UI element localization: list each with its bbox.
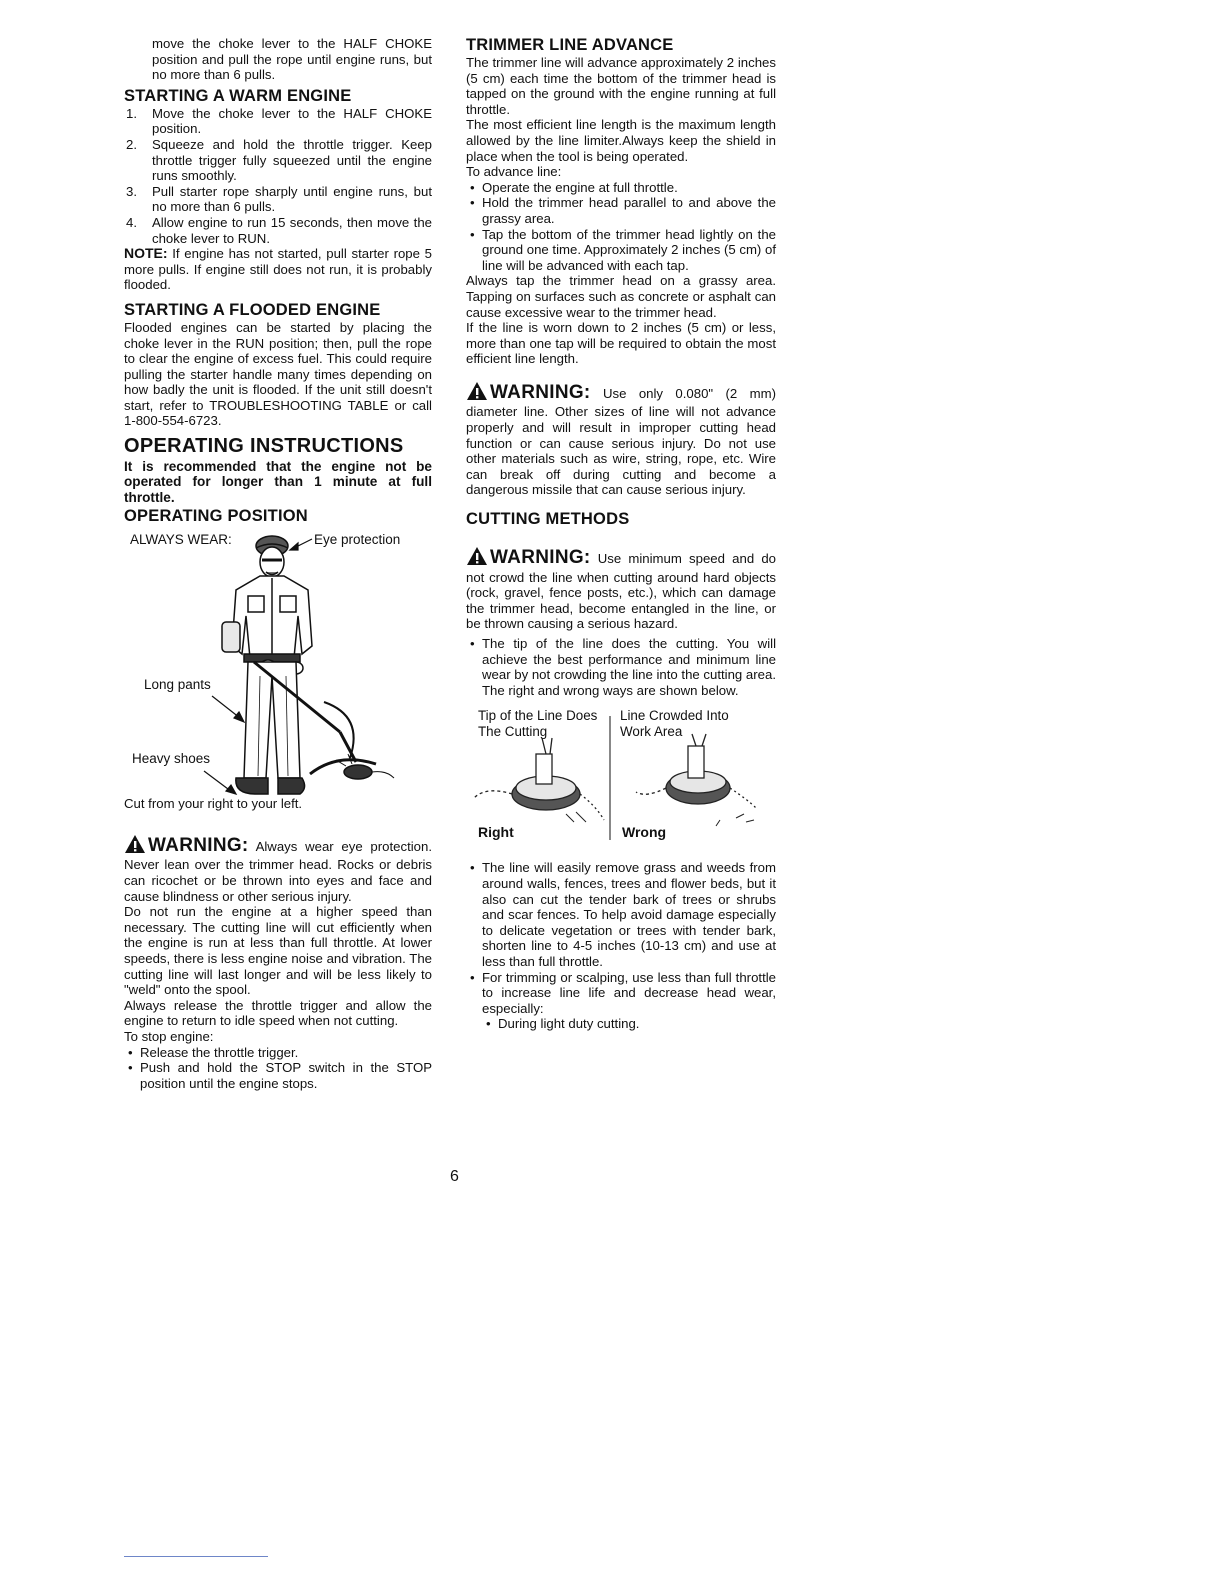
note-paragraph: NOTE: If engine has not started, pull starter rope 5 more pulls. If engine still does not run, it is probably flooded.: [124, 245, 432, 293]
sub-bullet: • During light duty cutting.: [482, 1016, 776, 1032]
advance-intro: To advance line:: [466, 164, 562, 180]
advance-step: • Tap the bottom of the trimmer head lightly on the ground one time. Approximately 2 inches (5 cm) of line will be advanced with each tap.: [466, 227, 776, 274]
warning-label: WARNING:: [148, 834, 249, 856]
advance-paragraph-1: The trimmer line will advance approximately 2 inches (5 cm) each time the bottom of the trimmer head is tapped on the ground with the engine running at full throttle.: [466, 55, 776, 117]
cutting-tip-bullet: • The line will easily remove grass and weeds from around walls, fences, trees and flower beds, but it also can cut the tender bark of trees or shrubs and scar fences. To help avoid damage especially to delicate vegetation or trees with tender bark, shorten line to 4-5 inches (10-13 cm) and use at less than full throttle.: [466, 860, 776, 969]
right-wrong-figure: [466, 708, 776, 848]
tip-cutting-list: [466, 636, 776, 698]
release-throttle-text: Always release the throttle trigger and allow the engine to return to idle speed when not cutting.: [124, 997, 432, 1029]
right-caption: Tip of the Line Does The Cutting: [478, 708, 598, 739]
eye-protection-warning: WARNING: Always wear eye protection. Never lean over the trimmer head. Rocks or debris can ricochet or be thrown into eyes and face and cause blindness or other serious injury.: [124, 834, 432, 904]
operating-instructions-heading: OPERATING INSTRUCTIONS: [124, 435, 404, 458]
cutting-tips-list: [466, 860, 776, 1016]
advance-paragraph-3: Always tap the trimmer head on a grassy area. Tapping on surfaces such as concrete or asphalt can cause excessive wear to the trimmer head.: [466, 273, 776, 320]
note-label: NOTE:: [124, 245, 168, 262]
wrong-label: Wrong: [622, 824, 667, 841]
cutting-tip-bullet: • For trimming or scalping, use less than full throttle to increase line life and decrease head wear, especially:: [466, 970, 776, 1017]
always-wear-label: ALWAYS WEAR:: [130, 532, 232, 548]
warm-step-3: 3. Pull starter rope sharply until engine runs, but no more than 6 pulls.: [126, 183, 432, 215]
flooded-engine-heading: STARTING A FLOODED ENGINE: [124, 300, 381, 319]
warm-step-2: 2. Squeeze and hold the throttle trigger. Keep throttle trigger fully squeezed until the engine runs smoothly.: [126, 136, 432, 184]
warning-triangle-icon: [466, 381, 488, 405]
advance-steps: [466, 180, 776, 274]
long-pants-label: Long pants: [144, 677, 211, 693]
minimum-speed-warning: WARNING: Use minimum speed and do not crowd the line when cutting around hard objects (rock, gravel, fence posts, etc.), which can damage the trimmer head, become entangled in the line, or be thrown causing a serious hazard.: [466, 547, 776, 632]
warm-engine-steps: [124, 106, 432, 246]
eye-protection-label: Eye protection: [314, 532, 401, 548]
line-size-warning: WARNING: Use only 0.080" (2 mm) diameter line. Other sizes of line will not advance properly and will result in improper cutting head function or can cause serious injury. Do not use other materials such as wire, string, rope, etc. Wire can break off during cutting and become a dangerous missile that can cause serious injury.: [466, 381, 776, 498]
flooded-engine-text: Flooded engines can be started by placing the choke lever in the RUN position; then, pull the rope to clear the engine of excess fuel. This could require pulling the starter handle many times depending on how badly the unit is flooded. If the unit still doesn't start, refer to TROUBLESHOOTING TABLE or call 1-800-554-6723.: [124, 319, 432, 429]
advance-step: • Operate the engine at full throttle.: [466, 180, 776, 196]
heavy-shoes-label: Heavy shoes: [132, 751, 211, 767]
cut-direction-caption: Cut from your right to your left.: [124, 796, 303, 812]
cutting-methods-heading: CUTTING METHODS: [466, 510, 630, 529]
page-number: 6: [450, 1168, 459, 1185]
warm-step-1: 1. Move the choke lever to the HALF CHOKE position.: [126, 105, 432, 137]
warning-triangle-icon: [466, 546, 488, 570]
warning-triangle-icon: [124, 834, 146, 858]
stop-engine-steps: [124, 1045, 432, 1092]
trimmer-line-advance-heading: TRIMMER LINE ADVANCE: [466, 36, 674, 54]
warm-engine-heading: STARTING A WARM ENGINE: [124, 86, 352, 105]
operating-position-figure: [124, 526, 432, 796]
footer-rule: [124, 1556, 268, 1557]
warm-step-4: 4. Allow engine to run 15 seconds, then move the choke lever to RUN.: [126, 214, 432, 246]
tip-cutting-bullet: • The tip of the line does the cutting. You will achieve the best performance and minimum line wear by not crowding the line into the cutting area. The right and wrong ways are shown below.: [466, 636, 776, 698]
sub-bullet-list: [466, 1016, 776, 1032]
right-label: Right: [478, 824, 514, 841]
stop-step: • Release the throttle trigger.: [124, 1045, 432, 1061]
choke-intro-text: move the choke lever to the HALF CHOKE position and pull the rope until engine runs, but no more than 6 pulls.: [152, 36, 432, 83]
advance-paragraph-4: If the line is worn down to 2 inches (5 cm) or less, more than one tap will be required to obtain the most efficient line length.: [466, 320, 776, 367]
wrong-caption: Line Crowded Into Work Area: [620, 708, 729, 739]
operating-bold-note: It is recommended that the engine not be operated for longer than 1 minute at full throttle.: [124, 459, 432, 505]
advance-paragraph-2: The most efficient line length is the maximum length allowed by the line limiter.Always keep the shield in place when the tool is being operated.: [466, 117, 776, 164]
operator-illustration: [124, 526, 432, 796]
warning-label: WARNING:: [490, 381, 591, 403]
stop-engine-intro: To stop engine:: [124, 1029, 214, 1044]
engine-speed-text: Do not run the engine at a higher speed than necessary. The cutting line will cut efficiently when the engine is run at less than full throttle. At lower speeds, there is less engine noise and vibration. The cutting line will last longer and will be less likely to "weld" onto the spool.: [124, 904, 432, 998]
stop-step: • Push and hold the STOP switch in the STOP position until the engine stops.: [124, 1060, 432, 1091]
operating-position-heading: OPERATING POSITION: [124, 507, 308, 526]
right-column: [466, 36, 776, 1032]
left-column: [124, 36, 432, 1091]
advance-step: • Hold the trimmer head parallel to and above the grassy area.: [466, 195, 776, 226]
warning-label: WARNING:: [490, 547, 591, 569]
